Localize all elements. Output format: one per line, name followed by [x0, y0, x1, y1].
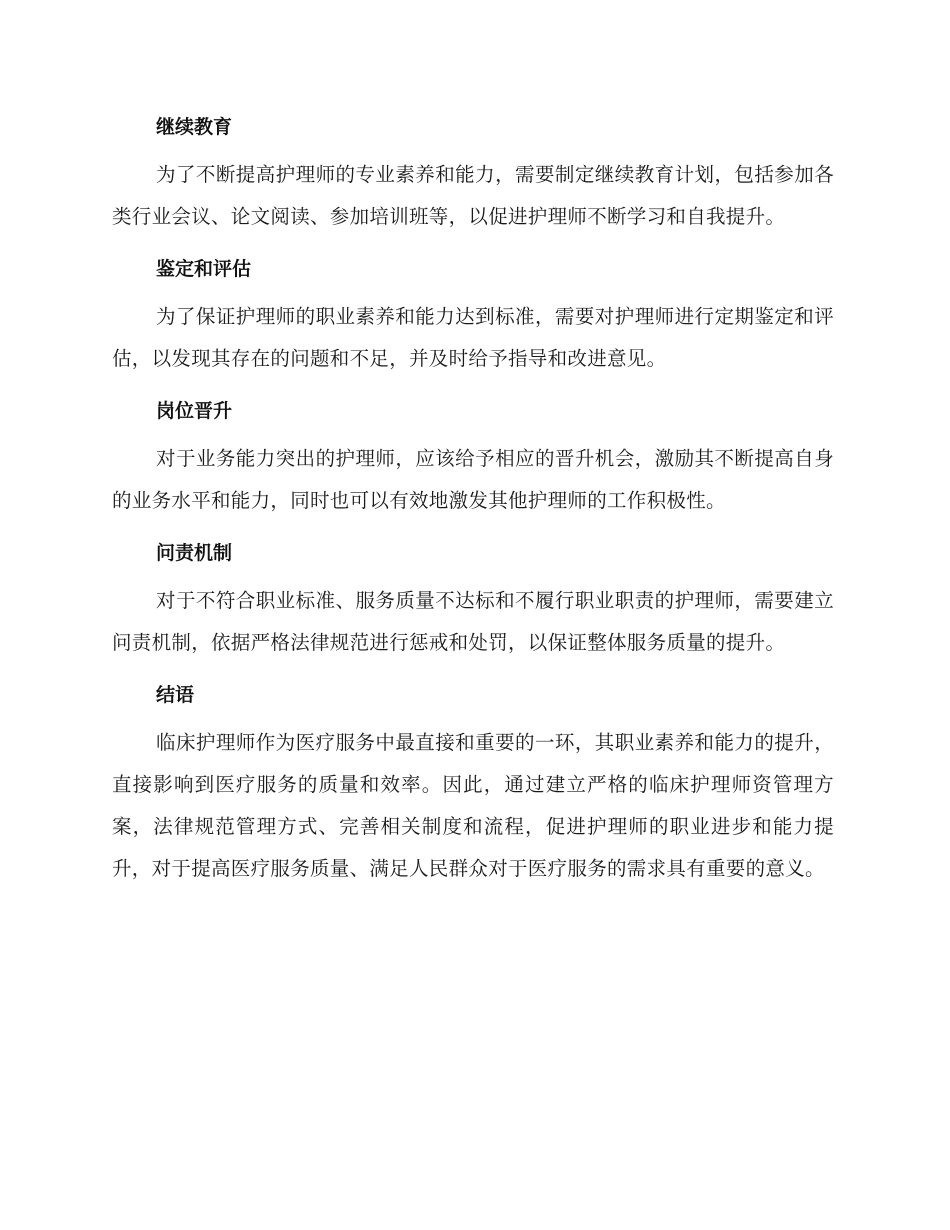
section-body-appraisal: 为了保证护理师的职业素养和能力达到标准，需要对护理师进行定期鉴定和评估，以发现其存在的问题和不足，并及时给予指导和改进意见。 [112, 305, 834, 370]
section-body-conclusion: 临床护理师作为医疗服务中最直接和重要的一环，其职业素养和能力的提升，直接影响到医疗服务的质量和效率。因此，通过建立严格的临床护理师资管理方案，法律规范管理方式、完善相关制度和流程，促进护理师的职业进步和能力提升，对于提高医疗服务质量、满足人民群众对于医疗服务的需求具有重要的意义。 [112, 731, 834, 880]
section-heading-promotion: 岗位晋升 [156, 400, 233, 422]
section-body-continuing-education: 为了不断提高护理师的专业素养和能力，需要制定继续教育计划，包括参加各类行业会议、论文阅读、参加培训班等，以促进护理师不断学习和自我提升。 [112, 163, 834, 228]
section-heading-continuing-education: 继续教育 [156, 116, 233, 138]
document-content [112, 108, 834, 902]
section-heading-conclusion: 结语 [156, 684, 195, 706]
section-body-accountability: 对于不符合职业标准、服务质量不达标和不履行职业职责的护理师，需要建立问责机制，依据严格法律规范进行惩戒和处罚，以保证整体服务质量的提升。 [112, 589, 834, 654]
section-heading-appraisal: 鉴定和评估 [156, 258, 252, 280]
section-body-promotion: 对于业务能力突出的护理师，应该给予相应的晋升机会，激励其不断提高自身的业务水平和能力，同时也可以有效地激发其他护理师的工作积极性。 [112, 447, 834, 512]
section-heading-accountability: 问责机制 [156, 542, 233, 564]
